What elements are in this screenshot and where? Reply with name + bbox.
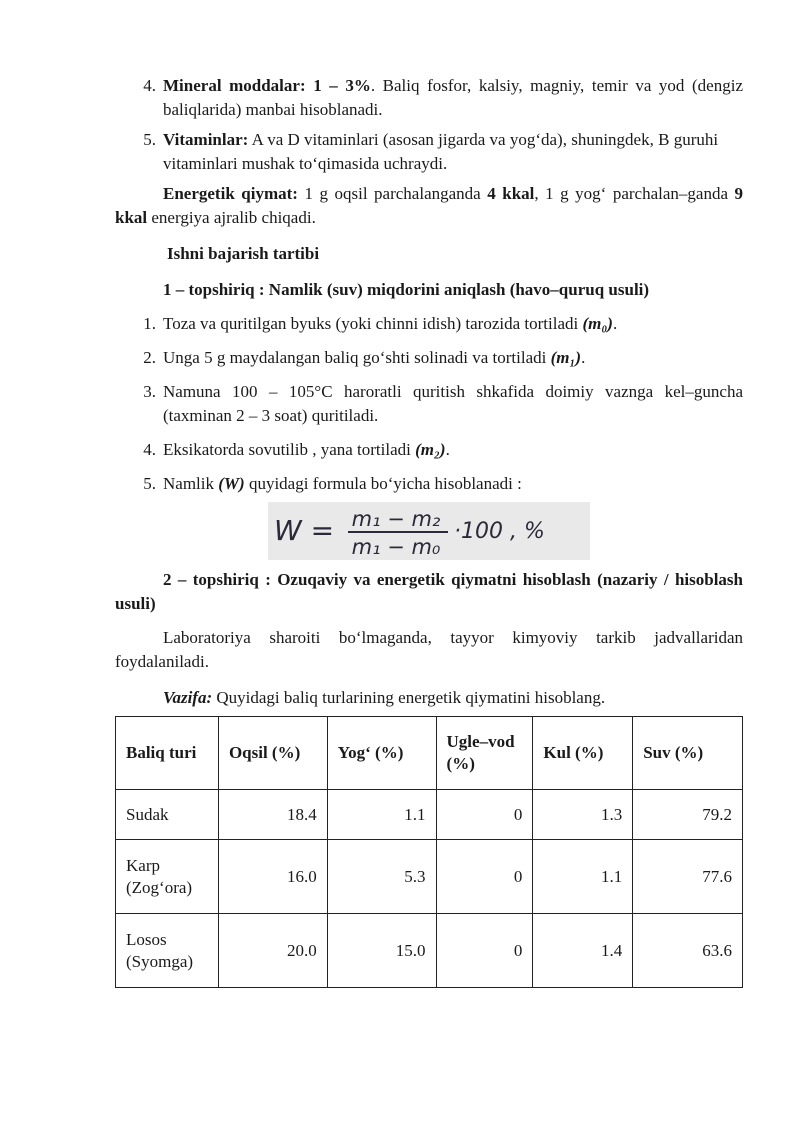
math-symbol: (m₂)	[415, 440, 446, 459]
section-heading: Ishni bajarish tartibi	[167, 244, 320, 263]
table-header: Baliq turi	[116, 717, 219, 790]
list-item-heading: Mineral moddalar: 1 – 3%	[163, 76, 371, 95]
lab-paragraph: Laboratoriya sharoiti bo‘lmaganda, tayyor kimyoviy tarkib jadvallaridan foydalaniladi.	[115, 628, 743, 671]
formula-factor: ·100 , %	[454, 519, 545, 544]
table-cell: 15.0	[327, 914, 436, 988]
step-item: 4. Eksikatorda sovutilib , yana tortiladi (m₂).	[143, 440, 450, 459]
math-symbol: (m₀)	[582, 314, 613, 333]
list-number: 4.	[143, 76, 156, 95]
fish-name-cell: Karp (Zog‘ora)	[116, 840, 219, 914]
list-item-heading: Vitaminlar:	[163, 130, 249, 149]
math-symbol: (W)	[218, 474, 245, 493]
table-cell: 0	[436, 790, 533, 840]
fish-name-cell: Sudak	[116, 790, 219, 840]
list-item	[115, 74, 743, 122]
table-cell: 77.6	[633, 840, 743, 914]
table-header-row	[116, 717, 743, 790]
formula-numerator: m₁ − m₂	[351, 507, 441, 531]
table-cell: 1.3	[533, 790, 633, 840]
list-item	[115, 128, 743, 176]
energy-label: Energetik qiymat:	[163, 184, 298, 203]
table-cell: 1.1	[327, 790, 436, 840]
table-row	[116, 790, 743, 840]
table-header: Yog‘ (%)	[327, 717, 436, 790]
table-row	[116, 840, 743, 914]
math-symbol: (m₁)	[550, 348, 582, 367]
table-header: Kul (%)	[533, 717, 633, 790]
list-number: 5.	[143, 130, 156, 149]
document-page	[115, 74, 743, 988]
step-item: 1. Toza va quritilgan byuks (yoki chinni idish) tarozida tortiladi (m₀).	[143, 314, 618, 333]
table-cell: 79.2	[633, 790, 743, 840]
formula-graphic	[268, 502, 590, 560]
task1-title: 1 – topshiriq : Namlik (suv) miqdorini aniqlash (havo–quruq usuli)	[163, 280, 650, 299]
moisture-formula	[268, 502, 590, 560]
table-cell: 20.0	[218, 914, 327, 988]
table-header: Oqsil (%)	[218, 717, 327, 790]
step-item: 5. Namlik (W) quyidagi formula bo‘yicha hisoblanadi :	[143, 474, 522, 493]
fish-composition-table	[115, 716, 743, 988]
vazifa-label: Vazifa:	[163, 688, 213, 707]
table-cell: 1.4	[533, 914, 633, 988]
table-cell: 0	[436, 840, 533, 914]
list-item-text: . Baliq fosfor, kalsiy, magniy, temir va yod (dengiz baliqlarida) manbai hisoblanadi.	[163, 76, 743, 119]
table-header: Suv (%)	[633, 717, 743, 790]
fish-name-cell: Losos (Syomga)	[116, 914, 219, 988]
table-cell: 1.1	[533, 840, 633, 914]
vazifa-paragraph: Vazifa: Quyidagi baliq turlarining energetik qiymatini hisoblang.	[163, 688, 606, 707]
table-header: Ugle–vod (%)	[436, 717, 533, 790]
table-cell: 16.0	[218, 840, 327, 914]
table-cell: 5.3	[327, 840, 436, 914]
energy-paragraph: Energetik qiymat: 1 g oqsil parchalanganda 4 kkal, 1 g yog‘ parchalan–ganda 9 kkal energiya ajralib chiqadi.	[115, 184, 744, 227]
list-item-text: A va D vitaminlari (asosan jigarda va yog‘da), shuningdek, B guruhi vitaminlari mushak to‘qimasida uchraydi.	[163, 130, 719, 173]
step-item: 3. Namuna 100 – 105°C haroratli quritish shkafida doimiy vaznga kel–guncha (taxminan 2 – 3 soat) quritiladi.	[143, 382, 743, 425]
task2-title: 2 – topshiriq : Ozuqaviy va energetik qiymatni hisoblash (nazariy / hisoblash usuli)	[115, 570, 743, 613]
table-cell: 18.4	[218, 790, 327, 840]
table-cell: 0	[436, 914, 533, 988]
table-cell: 63.6	[633, 914, 743, 988]
formula-denominator: m₁ − m₀	[351, 535, 441, 559]
table-row	[116, 914, 743, 988]
step-item: 2. Unga 5 g maydalangan baliq go‘shti solinadi va tortiladi (m₁).	[143, 348, 586, 367]
formula-lhs: W =	[274, 514, 335, 547]
